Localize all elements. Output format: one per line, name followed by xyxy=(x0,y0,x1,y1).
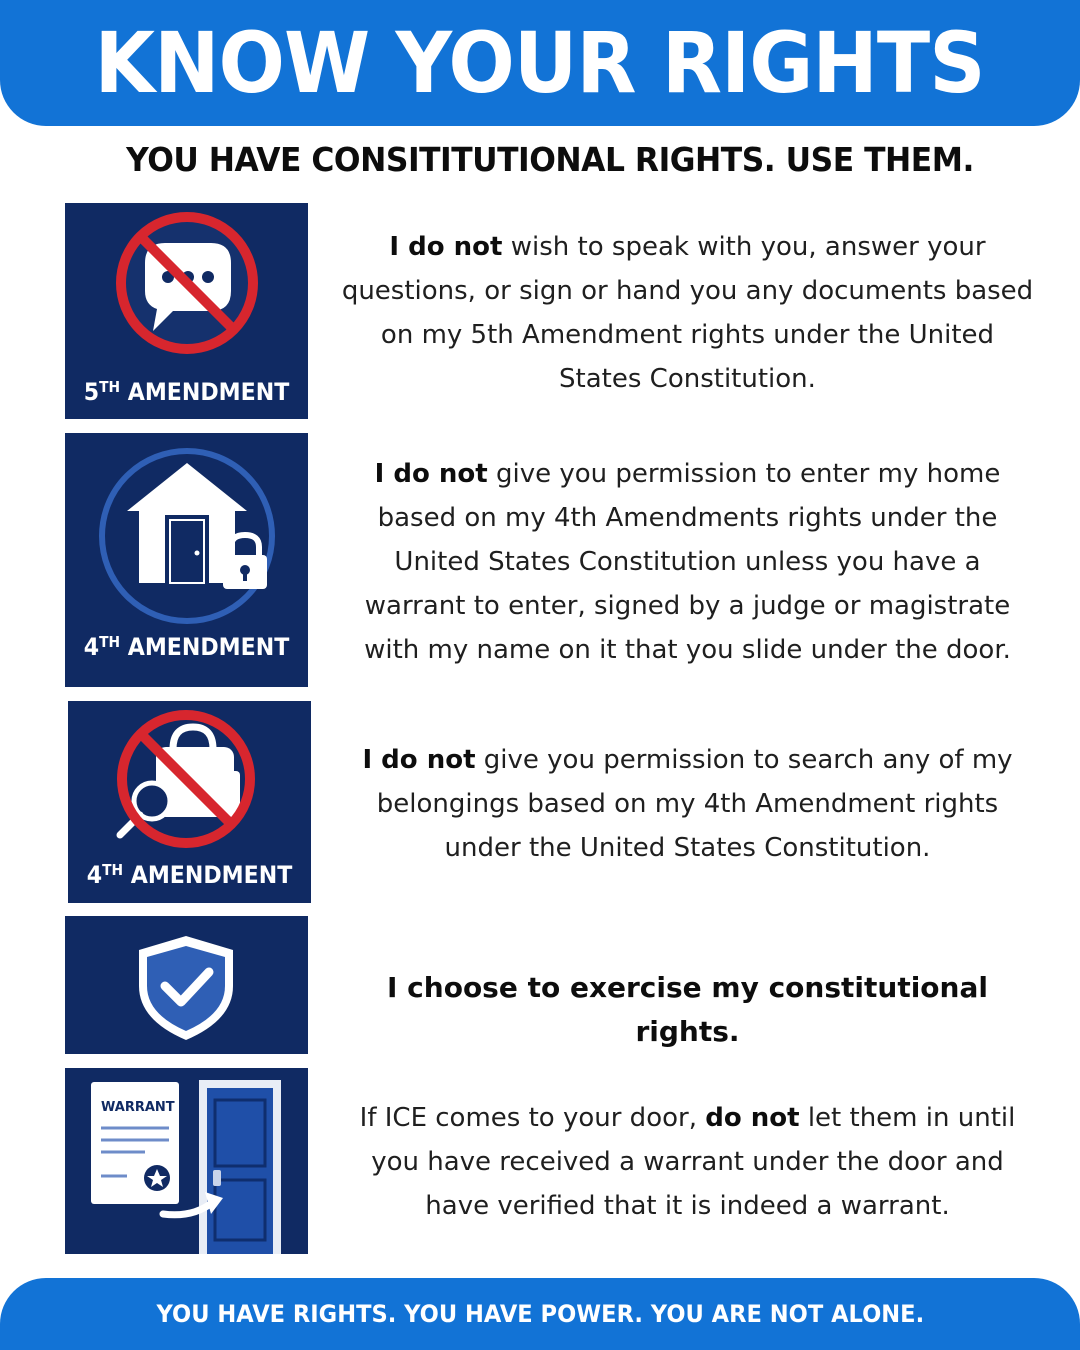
warrant-label: WARRANT xyxy=(101,1100,175,1115)
tile-label: 4TH AMENDMENT xyxy=(83,633,290,661)
ice-warning-statement: If ICE comes to your door, do not let them in until you have received a warrant under the door and have verified that it is indeed a warrant. xyxy=(359,1103,1016,1221)
exercise-rights-tile xyxy=(65,916,308,1054)
right-statement-3: I do not give you permission to search any of my belongings based on my 4th Amendment rights under the United States Constitution. xyxy=(362,745,1013,863)
tile-label: 5TH AMENDMENT xyxy=(83,378,290,406)
warrant-door-icon xyxy=(65,1068,308,1254)
right-statement-2: I do not give you permission to enter my home based on my 4th Amendments rights under the United States Constitution unless you have a warrant to enter, signed by a judge or magistrate with my name on it that you slide under the door. xyxy=(364,459,1011,665)
shield-check-icon xyxy=(65,916,308,1054)
fourth-amendment-home-tile xyxy=(65,433,308,687)
warrant-tile xyxy=(65,1068,308,1254)
footer-slogan: YOU HAVE RIGHTS. YOU HAVE POWER. YOU ARE NOT ALONE. xyxy=(156,1300,924,1328)
page-title: KNOW YOUR RIGHTS xyxy=(94,14,986,112)
page-subtitle: YOU HAVE CONSITITUTIONAL RIGHTS. USE THEM. xyxy=(126,140,974,179)
fifth-amendment-tile xyxy=(65,203,308,419)
header-banner xyxy=(0,0,1080,126)
tile-label: 4TH AMENDMENT xyxy=(86,861,293,889)
footer-banner xyxy=(0,1278,1080,1350)
right-statement-1: I do not wish to speak with you, answer your questions, or sign or hand you any documents based on my 5th Amendment rights under the United States Constitution. xyxy=(341,232,1034,394)
fourth-amendment-search-tile xyxy=(68,701,311,903)
exercise-rights-statement: I choose to exercise my constitutional rights. xyxy=(387,971,988,1048)
